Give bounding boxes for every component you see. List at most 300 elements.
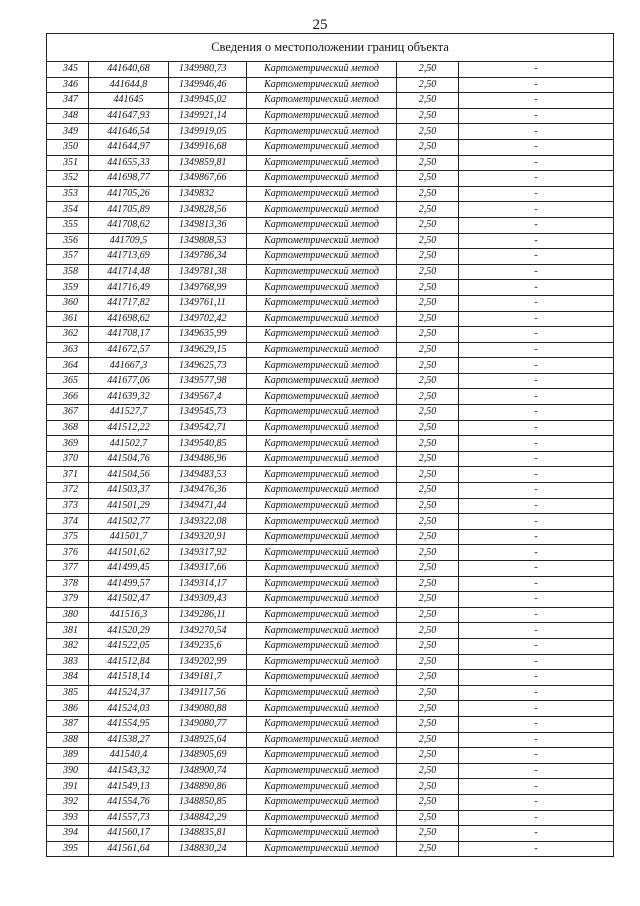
note-cell: - bbox=[459, 451, 614, 467]
note-cell: - bbox=[459, 654, 614, 670]
y-coordinate-cell: 1349945,02 bbox=[169, 93, 247, 109]
y-coordinate-cell: 1349859,81 bbox=[169, 155, 247, 171]
precision-cell: 2,50 bbox=[397, 264, 459, 280]
note-cell: - bbox=[459, 841, 614, 857]
note-cell: - bbox=[459, 280, 614, 296]
y-coordinate-cell: 1349813,36 bbox=[169, 217, 247, 233]
x-coordinate-cell: 441560,17 bbox=[89, 826, 169, 842]
table-row bbox=[47, 826, 614, 842]
precision-cell: 2,50 bbox=[397, 561, 459, 577]
x-coordinate-cell: 441549,13 bbox=[89, 779, 169, 795]
method-cell: Картометрический метод bbox=[247, 62, 397, 78]
y-coordinate-cell: 1349320,91 bbox=[169, 529, 247, 545]
precision-cell: 2,50 bbox=[397, 748, 459, 764]
point-number-cell: 389 bbox=[47, 748, 89, 764]
precision-cell: 2,50 bbox=[397, 155, 459, 171]
point-number-cell: 356 bbox=[47, 233, 89, 249]
y-coordinate-cell: 1348900,74 bbox=[169, 763, 247, 779]
table-row bbox=[47, 264, 614, 280]
table-row bbox=[47, 436, 614, 452]
x-coordinate-cell: 441646,54 bbox=[89, 124, 169, 140]
precision-cell: 2,50 bbox=[397, 77, 459, 93]
y-coordinate-cell: 1349577,98 bbox=[169, 373, 247, 389]
precision-cell: 2,50 bbox=[397, 217, 459, 233]
precision-cell: 2,50 bbox=[397, 171, 459, 187]
precision-cell: 2,50 bbox=[397, 545, 459, 561]
method-cell: Картометрический метод bbox=[247, 638, 397, 654]
note-cell: - bbox=[459, 327, 614, 343]
precision-cell: 2,50 bbox=[397, 841, 459, 857]
x-coordinate-cell: 441504,56 bbox=[89, 467, 169, 483]
y-coordinate-cell: 1349309,43 bbox=[169, 592, 247, 608]
table-row bbox=[47, 389, 614, 405]
note-cell: - bbox=[459, 826, 614, 842]
point-number-cell: 351 bbox=[47, 155, 89, 171]
point-number-cell: 395 bbox=[47, 841, 89, 857]
note-cell: - bbox=[459, 155, 614, 171]
x-coordinate-cell: 441502,77 bbox=[89, 514, 169, 530]
table-row bbox=[47, 561, 614, 577]
method-cell: Картометрический метод bbox=[247, 155, 397, 171]
precision-cell: 2,50 bbox=[397, 62, 459, 78]
x-coordinate-cell: 441501,62 bbox=[89, 545, 169, 561]
method-cell: Картометрический метод bbox=[247, 561, 397, 577]
point-number-cell: 373 bbox=[47, 498, 89, 514]
method-cell: Картометрический метод bbox=[247, 841, 397, 857]
point-number-cell: 358 bbox=[47, 264, 89, 280]
x-coordinate-cell: 441522,05 bbox=[89, 638, 169, 654]
note-cell: - bbox=[459, 732, 614, 748]
table-row bbox=[47, 327, 614, 343]
precision-cell: 2,50 bbox=[397, 124, 459, 140]
point-number-cell: 382 bbox=[47, 638, 89, 654]
x-coordinate-cell: 441698,62 bbox=[89, 311, 169, 327]
table-row bbox=[47, 592, 614, 608]
method-cell: Картометрический метод bbox=[247, 826, 397, 842]
x-coordinate-cell: 441709,5 bbox=[89, 233, 169, 249]
point-number-cell: 388 bbox=[47, 732, 89, 748]
point-number-cell: 385 bbox=[47, 685, 89, 701]
point-number-cell: 348 bbox=[47, 108, 89, 124]
table-row bbox=[47, 576, 614, 592]
precision-cell: 2,50 bbox=[397, 233, 459, 249]
note-cell: - bbox=[459, 77, 614, 93]
precision-cell: 2,50 bbox=[397, 186, 459, 202]
table-row bbox=[47, 638, 614, 654]
x-coordinate-cell: 441499,57 bbox=[89, 576, 169, 592]
point-number-cell: 374 bbox=[47, 514, 89, 530]
y-coordinate-cell: 1348905,69 bbox=[169, 748, 247, 764]
note-cell: - bbox=[459, 93, 614, 109]
table-row bbox=[47, 280, 614, 296]
method-cell: Картометрический метод bbox=[247, 373, 397, 389]
note-cell: - bbox=[459, 794, 614, 810]
precision-cell: 2,50 bbox=[397, 716, 459, 732]
precision-cell: 2,50 bbox=[397, 514, 459, 530]
table-row bbox=[47, 139, 614, 155]
point-number-cell: 380 bbox=[47, 607, 89, 623]
x-coordinate-cell: 441503,37 bbox=[89, 483, 169, 499]
point-number-cell: 368 bbox=[47, 420, 89, 436]
x-coordinate-cell: 441524,37 bbox=[89, 685, 169, 701]
table-row bbox=[47, 77, 614, 93]
y-coordinate-cell: 1349629,15 bbox=[169, 342, 247, 358]
x-coordinate-cell: 441667,3 bbox=[89, 358, 169, 374]
note-cell: - bbox=[459, 638, 614, 654]
table-row bbox=[47, 93, 614, 109]
boundary-coordinates-table bbox=[46, 33, 614, 857]
y-coordinate-cell: 1348830,24 bbox=[169, 841, 247, 857]
y-coordinate-cell: 1349786,34 bbox=[169, 249, 247, 265]
note-cell: - bbox=[459, 623, 614, 639]
method-cell: Картометрический метод bbox=[247, 295, 397, 311]
point-number-cell: 354 bbox=[47, 202, 89, 218]
note-cell: - bbox=[459, 186, 614, 202]
y-coordinate-cell: 1349980,73 bbox=[169, 62, 247, 78]
point-number-cell: 347 bbox=[47, 93, 89, 109]
note-cell: - bbox=[459, 62, 614, 78]
precision-cell: 2,50 bbox=[397, 93, 459, 109]
method-cell: Картометрический метод bbox=[247, 311, 397, 327]
precision-cell: 2,50 bbox=[397, 670, 459, 686]
y-coordinate-cell: 1349832 bbox=[169, 186, 247, 202]
y-coordinate-cell: 1349567,4 bbox=[169, 389, 247, 405]
precision-cell: 2,50 bbox=[397, 249, 459, 265]
method-cell: Картометрический метод bbox=[247, 716, 397, 732]
note-cell: - bbox=[459, 202, 614, 218]
x-coordinate-cell: 441543,32 bbox=[89, 763, 169, 779]
method-cell: Картометрический метод bbox=[247, 342, 397, 358]
y-coordinate-cell: 1349080,77 bbox=[169, 716, 247, 732]
y-coordinate-cell: 1349768,99 bbox=[169, 280, 247, 296]
table-row bbox=[47, 155, 614, 171]
note-cell: - bbox=[459, 763, 614, 779]
point-number-cell: 376 bbox=[47, 545, 89, 561]
precision-cell: 2,50 bbox=[397, 732, 459, 748]
method-cell: Картометрический метод bbox=[247, 124, 397, 140]
note-cell: - bbox=[459, 420, 614, 436]
precision-cell: 2,50 bbox=[397, 529, 459, 545]
precision-cell: 2,50 bbox=[397, 576, 459, 592]
table-row bbox=[47, 841, 614, 857]
x-coordinate-cell: 441705,26 bbox=[89, 186, 169, 202]
y-coordinate-cell: 1348890,86 bbox=[169, 779, 247, 795]
precision-cell: 2,50 bbox=[397, 342, 459, 358]
y-coordinate-cell: 1349625,73 bbox=[169, 358, 247, 374]
x-coordinate-cell: 441639,32 bbox=[89, 389, 169, 405]
method-cell: Картометрический метод bbox=[247, 171, 397, 187]
note-cell: - bbox=[459, 389, 614, 405]
y-coordinate-cell: 1349322,08 bbox=[169, 514, 247, 530]
method-cell: Картометрический метод bbox=[247, 467, 397, 483]
note-cell: - bbox=[459, 716, 614, 732]
x-coordinate-cell: 441504,76 bbox=[89, 451, 169, 467]
table-row bbox=[47, 748, 614, 764]
precision-cell: 2,50 bbox=[397, 623, 459, 639]
precision-cell: 2,50 bbox=[397, 638, 459, 654]
point-number-cell: 357 bbox=[47, 249, 89, 265]
note-cell: - bbox=[459, 249, 614, 265]
x-coordinate-cell: 441561,64 bbox=[89, 841, 169, 857]
note-cell: - bbox=[459, 498, 614, 514]
point-number-cell: 375 bbox=[47, 529, 89, 545]
precision-cell: 2,50 bbox=[397, 311, 459, 327]
page-number: 25 bbox=[312, 17, 328, 33]
y-coordinate-cell: 1349202,99 bbox=[169, 654, 247, 670]
x-coordinate-cell: 441716,49 bbox=[89, 280, 169, 296]
precision-cell: 2,50 bbox=[397, 389, 459, 405]
method-cell: Картометрический метод bbox=[247, 389, 397, 405]
note-cell: - bbox=[459, 810, 614, 826]
note-cell: - bbox=[459, 171, 614, 187]
x-coordinate-cell: 441557,73 bbox=[89, 810, 169, 826]
y-coordinate-cell: 1349471,44 bbox=[169, 498, 247, 514]
precision-cell: 2,50 bbox=[397, 420, 459, 436]
table-row bbox=[47, 529, 614, 545]
x-coordinate-cell: 441647,93 bbox=[89, 108, 169, 124]
table-row bbox=[47, 108, 614, 124]
method-cell: Картометрический метод bbox=[247, 77, 397, 93]
note-cell: - bbox=[459, 514, 614, 530]
point-number-cell: 365 bbox=[47, 373, 89, 389]
precision-cell: 2,50 bbox=[397, 701, 459, 717]
point-number-cell: 391 bbox=[47, 779, 89, 795]
precision-cell: 2,50 bbox=[397, 108, 459, 124]
precision-cell: 2,50 bbox=[397, 592, 459, 608]
precision-cell: 2,50 bbox=[397, 779, 459, 795]
precision-cell: 2,50 bbox=[397, 202, 459, 218]
table-row bbox=[47, 810, 614, 826]
method-cell: Картометрический метод bbox=[247, 654, 397, 670]
x-coordinate-cell: 441714,48 bbox=[89, 264, 169, 280]
note-cell: - bbox=[459, 264, 614, 280]
x-coordinate-cell: 441512,84 bbox=[89, 654, 169, 670]
y-coordinate-cell: 1349476,36 bbox=[169, 483, 247, 499]
note-cell: - bbox=[459, 358, 614, 374]
x-coordinate-cell: 441677,06 bbox=[89, 373, 169, 389]
method-cell: Картометрический метод bbox=[247, 405, 397, 421]
precision-cell: 2,50 bbox=[397, 327, 459, 343]
x-coordinate-cell: 441527,7 bbox=[89, 405, 169, 421]
point-number-cell: 361 bbox=[47, 311, 89, 327]
table-heading-row bbox=[47, 34, 614, 62]
method-cell: Картометрический метод bbox=[247, 748, 397, 764]
method-cell: Картометрический метод bbox=[247, 623, 397, 639]
y-coordinate-cell: 1349314,17 bbox=[169, 576, 247, 592]
table-row bbox=[47, 685, 614, 701]
x-coordinate-cell: 441540,4 bbox=[89, 748, 169, 764]
table-row bbox=[47, 342, 614, 358]
precision-cell: 2,50 bbox=[397, 295, 459, 311]
x-coordinate-cell: 441645 bbox=[89, 93, 169, 109]
x-coordinate-cell: 441512,22 bbox=[89, 420, 169, 436]
point-number-cell: 352 bbox=[47, 171, 89, 187]
precision-cell: 2,50 bbox=[397, 358, 459, 374]
y-coordinate-cell: 1348842,29 bbox=[169, 810, 247, 826]
point-number-cell: 383 bbox=[47, 654, 89, 670]
method-cell: Картометрический метод bbox=[247, 139, 397, 155]
x-coordinate-cell: 441717,82 bbox=[89, 295, 169, 311]
point-number-cell: 367 bbox=[47, 405, 89, 421]
y-coordinate-cell: 1349486,96 bbox=[169, 451, 247, 467]
y-coordinate-cell: 1349080,88 bbox=[169, 701, 247, 717]
x-coordinate-cell: 441655,33 bbox=[89, 155, 169, 171]
table-row bbox=[47, 405, 614, 421]
table-row bbox=[47, 62, 614, 78]
method-cell: Картометрический метод bbox=[247, 529, 397, 545]
note-cell: - bbox=[459, 545, 614, 561]
method-cell: Картометрический метод bbox=[247, 498, 397, 514]
x-coordinate-cell: 441708,17 bbox=[89, 327, 169, 343]
method-cell: Картометрический метод bbox=[247, 93, 397, 109]
precision-cell: 2,50 bbox=[397, 810, 459, 826]
method-cell: Картометрический метод bbox=[247, 576, 397, 592]
precision-cell: 2,50 bbox=[397, 280, 459, 296]
y-coordinate-cell: 1349542,71 bbox=[169, 420, 247, 436]
y-coordinate-cell: 1349867,66 bbox=[169, 171, 247, 187]
x-coordinate-cell: 441499,45 bbox=[89, 561, 169, 577]
point-number-cell: 377 bbox=[47, 561, 89, 577]
x-coordinate-cell: 441516,3 bbox=[89, 607, 169, 623]
y-coordinate-cell: 1349635,99 bbox=[169, 327, 247, 343]
method-cell: Картометрический метод bbox=[247, 233, 397, 249]
point-number-cell: 366 bbox=[47, 389, 89, 405]
table-row bbox=[47, 124, 614, 140]
table-row bbox=[47, 171, 614, 187]
y-coordinate-cell: 1349781,38 bbox=[169, 264, 247, 280]
note-cell: - bbox=[459, 217, 614, 233]
note-cell: - bbox=[459, 436, 614, 452]
point-number-cell: 384 bbox=[47, 670, 89, 686]
note-cell: - bbox=[459, 405, 614, 421]
x-coordinate-cell: 441501,7 bbox=[89, 529, 169, 545]
method-cell: Картометрический метод bbox=[247, 483, 397, 499]
y-coordinate-cell: 1349235,6 bbox=[169, 638, 247, 654]
point-number-cell: 393 bbox=[47, 810, 89, 826]
note-cell: - bbox=[459, 701, 614, 717]
method-cell: Картометрический метод bbox=[247, 108, 397, 124]
x-coordinate-cell: 441705,89 bbox=[89, 202, 169, 218]
x-coordinate-cell: 441644,97 bbox=[89, 139, 169, 155]
y-coordinate-cell: 1349483,53 bbox=[169, 467, 247, 483]
method-cell: Картометрический метод bbox=[247, 670, 397, 686]
point-number-cell: 355 bbox=[47, 217, 89, 233]
precision-cell: 2,50 bbox=[397, 826, 459, 842]
point-number-cell: 359 bbox=[47, 280, 89, 296]
note-cell: - bbox=[459, 139, 614, 155]
precision-cell: 2,50 bbox=[397, 436, 459, 452]
precision-cell: 2,50 bbox=[397, 139, 459, 155]
point-number-cell: 387 bbox=[47, 716, 89, 732]
note-cell: - bbox=[459, 124, 614, 140]
note-cell: - bbox=[459, 373, 614, 389]
y-coordinate-cell: 1349761,11 bbox=[169, 295, 247, 311]
x-coordinate-cell: 441502,47 bbox=[89, 592, 169, 608]
point-number-cell: 394 bbox=[47, 826, 89, 842]
method-cell: Картометрический метод bbox=[247, 436, 397, 452]
note-cell: - bbox=[459, 779, 614, 795]
method-cell: Картометрический метод bbox=[247, 186, 397, 202]
method-cell: Картометрический метод bbox=[247, 264, 397, 280]
y-coordinate-cell: 1348835,81 bbox=[169, 826, 247, 842]
note-cell: - bbox=[459, 311, 614, 327]
table-row bbox=[47, 186, 614, 202]
method-cell: Картометрический метод bbox=[247, 732, 397, 748]
table-row bbox=[47, 233, 614, 249]
point-number-cell: 379 bbox=[47, 592, 89, 608]
x-coordinate-cell: 441518,14 bbox=[89, 670, 169, 686]
x-coordinate-cell: 441640,68 bbox=[89, 62, 169, 78]
table-row bbox=[47, 716, 614, 732]
x-coordinate-cell: 441520,29 bbox=[89, 623, 169, 639]
point-number-cell: 364 bbox=[47, 358, 89, 374]
point-number-cell: 345 bbox=[47, 62, 89, 78]
table-row bbox=[47, 701, 614, 717]
table-row bbox=[47, 545, 614, 561]
table-row bbox=[47, 623, 614, 639]
point-number-cell: 381 bbox=[47, 623, 89, 639]
x-coordinate-cell: 441713,69 bbox=[89, 249, 169, 265]
table-row bbox=[47, 498, 614, 514]
point-number-cell: 386 bbox=[47, 701, 89, 717]
y-coordinate-cell: 1349828,56 bbox=[169, 202, 247, 218]
table-row bbox=[47, 514, 614, 530]
method-cell: Картометрический метод bbox=[247, 763, 397, 779]
point-number-cell: 378 bbox=[47, 576, 89, 592]
note-cell: - bbox=[459, 342, 614, 358]
y-coordinate-cell: 1349117,56 bbox=[169, 685, 247, 701]
x-coordinate-cell: 441554,76 bbox=[89, 794, 169, 810]
y-coordinate-cell: 1349270,54 bbox=[169, 623, 247, 639]
table-row bbox=[47, 670, 614, 686]
note-cell: - bbox=[459, 670, 614, 686]
method-cell: Картометрический метод bbox=[247, 280, 397, 296]
note-cell: - bbox=[459, 685, 614, 701]
method-cell: Картометрический метод bbox=[247, 810, 397, 826]
precision-cell: 2,50 bbox=[397, 405, 459, 421]
x-coordinate-cell: 441501,29 bbox=[89, 498, 169, 514]
table-row bbox=[47, 373, 614, 389]
x-coordinate-cell: 441644,8 bbox=[89, 77, 169, 93]
x-coordinate-cell: 441502,7 bbox=[89, 436, 169, 452]
precision-cell: 2,50 bbox=[397, 685, 459, 701]
table-row bbox=[47, 249, 614, 265]
y-coordinate-cell: 1349702,42 bbox=[169, 311, 247, 327]
precision-cell: 2,50 bbox=[397, 467, 459, 483]
point-number-cell: 372 bbox=[47, 483, 89, 499]
y-coordinate-cell: 1349286,11 bbox=[169, 607, 247, 623]
precision-cell: 2,50 bbox=[397, 607, 459, 623]
y-coordinate-cell: 1348850,85 bbox=[169, 794, 247, 810]
precision-cell: 2,50 bbox=[397, 654, 459, 670]
point-number-cell: 369 bbox=[47, 436, 89, 452]
method-cell: Картометрический метод bbox=[247, 358, 397, 374]
point-number-cell: 350 bbox=[47, 139, 89, 155]
note-cell: - bbox=[459, 561, 614, 577]
table-row bbox=[47, 607, 614, 623]
x-coordinate-cell: 441672,57 bbox=[89, 342, 169, 358]
note-cell: - bbox=[459, 483, 614, 499]
x-coordinate-cell: 441538,27 bbox=[89, 732, 169, 748]
note-cell: - bbox=[459, 748, 614, 764]
point-number-cell: 346 bbox=[47, 77, 89, 93]
note-cell: - bbox=[459, 295, 614, 311]
method-cell: Картометрический метод bbox=[247, 420, 397, 436]
precision-cell: 2,50 bbox=[397, 451, 459, 467]
method-cell: Картометрический метод bbox=[247, 327, 397, 343]
method-cell: Картометрический метод bbox=[247, 202, 397, 218]
y-coordinate-cell: 1349317,66 bbox=[169, 561, 247, 577]
